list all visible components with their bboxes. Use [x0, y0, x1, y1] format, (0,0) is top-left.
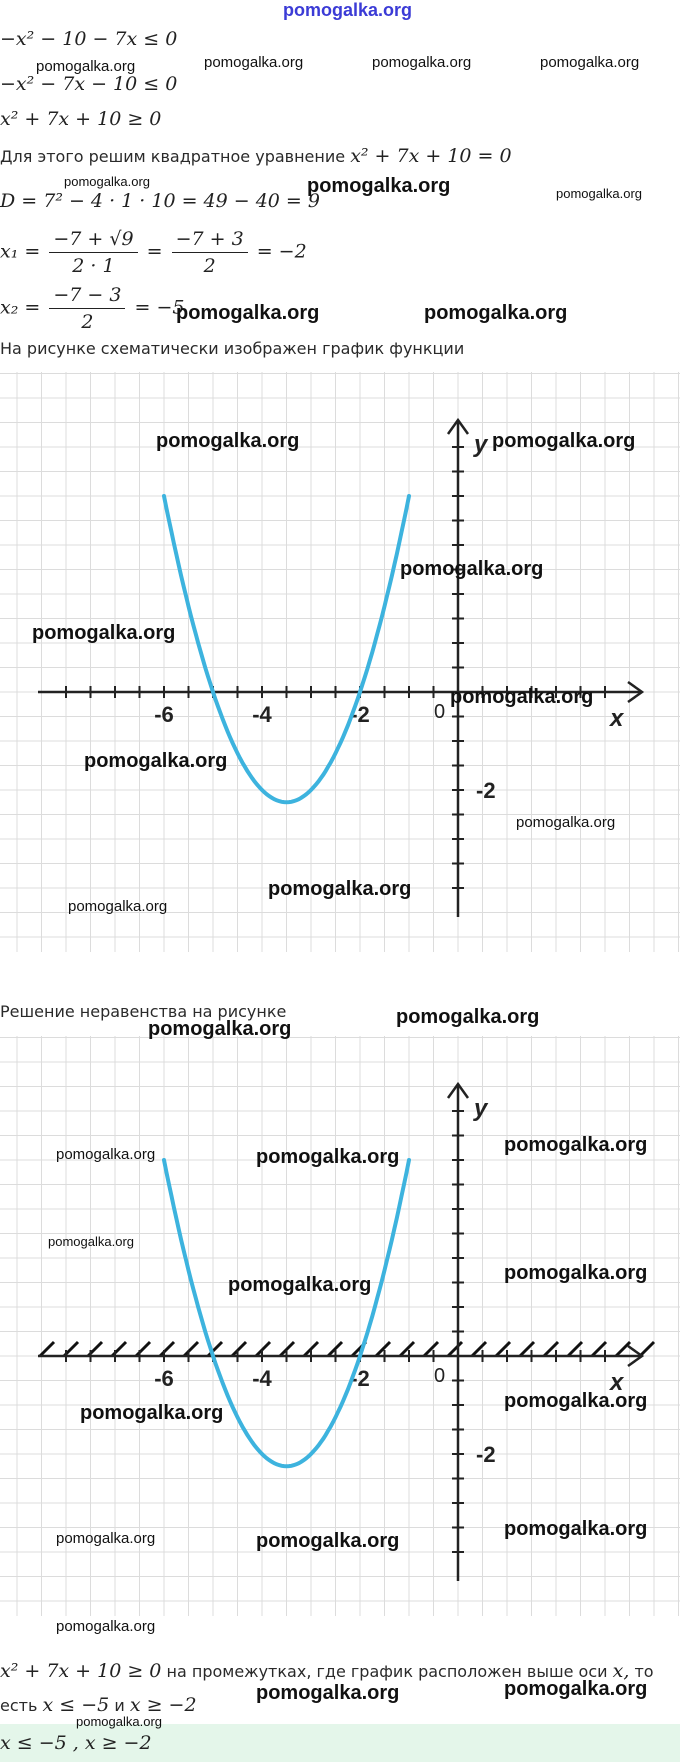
- graph-caption: На рисунке схематически изображен график функции: [0, 339, 465, 358]
- hatch-mark: [400, 1342, 414, 1356]
- watermark: pomogalka.org: [504, 1390, 648, 1412]
- watermark: pomogalka.org: [64, 174, 150, 189]
- watermark: pomogalka.org: [372, 54, 472, 71]
- hatch-mark: [592, 1342, 606, 1356]
- watermark: pomogalka.org: [256, 1682, 400, 1704]
- x1-fraction-2: [172, 228, 248, 277]
- watermark: pomogalka.org: [56, 1146, 156, 1163]
- x1-label: x₁ =: [0, 240, 41, 263]
- conclusion-range-1: x ≤ −5: [42, 1694, 110, 1716]
- x2-result: = −5: [134, 296, 185, 319]
- y-axis-label: y: [474, 1095, 488, 1122]
- watermark: pomogalka.org: [148, 1018, 292, 1040]
- inequality-line-3: x² + 7x + 10 ≥ 0: [0, 108, 162, 130]
- watermark: pomogalka.org: [32, 622, 176, 644]
- conclusion-est: есть: [0, 1696, 38, 1715]
- watermark: pomogalka.org: [228, 1274, 372, 1296]
- hatch-mark: [160, 1342, 174, 1356]
- conclusion-range-2: x ≥ −2: [129, 1694, 197, 1716]
- x1-denominator-1: 2 · 1: [72, 255, 115, 277]
- watermark: pomogalka.org: [48, 1234, 134, 1249]
- conclusion-text: на промежутках, где график расположен выше оси: [166, 1662, 608, 1681]
- watermark: pomogalka.org: [36, 58, 136, 75]
- watermark: pomogalka.org: [56, 1530, 156, 1547]
- hatch-mark: [136, 1342, 150, 1356]
- x-tick-label: -2: [350, 1366, 370, 1391]
- x-tick-label: -2: [350, 702, 370, 727]
- x1-numerator-2: −7 + 3: [172, 228, 248, 253]
- watermark: pomogalka.org: [504, 1134, 648, 1156]
- hatch-mark: [616, 1342, 630, 1356]
- x1-numerator-1: −7 + √9: [49, 228, 137, 253]
- x-tick-label: -4: [252, 1366, 272, 1391]
- x1-fraction-1: [49, 228, 137, 277]
- conclusion-inequality: x² + 7x + 10 ≥ 0: [0, 1660, 162, 1682]
- solution-caption: Решение неравенства на рисунке: [0, 1002, 287, 1021]
- watermark: pomogalka.org: [84, 750, 228, 772]
- discriminant-line: D = 7² − 4 · 1 · 10 = 49 − 40 = 9: [0, 190, 320, 212]
- hatch-mark: [40, 1342, 54, 1356]
- hatch-region: [40, 1342, 654, 1356]
- answer-text: x ≤ −5 , x ≥ −2: [0, 1732, 152, 1754]
- hatch-mark: [184, 1342, 198, 1356]
- watermark: pomogalka.org: [424, 302, 568, 324]
- x2-denominator: 2: [81, 311, 94, 333]
- inequality-line-2: −x² − 7x − 10 ≤ 0: [0, 73, 178, 95]
- answer-box: [0, 1724, 680, 1762]
- hatch-mark: [640, 1342, 654, 1356]
- watermark: pomogalka.org: [268, 878, 412, 900]
- origin-label: 0: [434, 701, 446, 723]
- x2-numerator: −7 − 3: [49, 284, 125, 309]
- hatch-mark: [424, 1342, 438, 1356]
- x1-denominator-2: 2: [203, 255, 216, 277]
- intro-equation: x² + 7x + 10 = 0: [350, 145, 512, 167]
- watermark: pomogalka.org: [204, 54, 304, 71]
- watermark: pomogalka.org: [516, 814, 616, 831]
- y-tick-label: -2: [476, 778, 496, 803]
- x1-result: = −2: [256, 240, 307, 263]
- watermark: pomogalka.org: [307, 175, 451, 197]
- hatch-mark: [472, 1342, 486, 1356]
- y-tick-label: -2: [476, 1442, 496, 1467]
- x-tick-label: -6: [154, 702, 174, 727]
- hatch-mark: [376, 1342, 390, 1356]
- conclusion-line-2: [0, 1694, 197, 1716]
- watermark: pomogalka.org: [76, 1714, 162, 1729]
- conclusion-and: и: [114, 1696, 125, 1715]
- watermark: pomogalka.org: [80, 1402, 224, 1424]
- hatch-mark: [448, 1342, 462, 1356]
- watermark: pomogalka.org: [492, 430, 636, 452]
- x2-fraction: [49, 284, 125, 333]
- root-x1-line: [0, 228, 307, 277]
- watermark: pomogalka.org: [176, 302, 320, 324]
- grid: [0, 372, 680, 952]
- x-axis-label: x: [610, 1369, 624, 1396]
- watermark: pomogalka.org: [68, 898, 168, 915]
- conclusion-to: то: [634, 1662, 654, 1681]
- x2-label: x₂ =: [0, 296, 41, 319]
- inequality-line-1: −x² − 10 − 7x ≤ 0: [0, 28, 178, 50]
- watermark: pomogalka.org: [450, 686, 594, 708]
- conclusion-axis: x,: [612, 1660, 630, 1682]
- x-tick-label: -4: [252, 702, 272, 727]
- watermark: pomogalka.org: [256, 1530, 400, 1552]
- root-x2-line: [0, 284, 184, 333]
- origin-label: 0: [434, 1365, 446, 1387]
- watermark: pomogalka.org: [396, 1006, 540, 1028]
- y-axis-label: y: [474, 431, 488, 458]
- parabola-graph: [0, 372, 680, 952]
- watermark: pomogalka.org: [56, 1618, 156, 1635]
- watermark: pomogalka.org: [400, 558, 544, 580]
- watermark: pomogalka.org: [156, 430, 300, 452]
- watermark: pomogalka.org: [504, 1518, 648, 1540]
- x1-equals: =: [146, 240, 163, 263]
- x-tick-label: -6: [154, 1366, 174, 1391]
- intro-line: [0, 145, 512, 167]
- watermark: pomogalka.org: [256, 1146, 400, 1168]
- intro-text: Для этого решим квадратное уравнение: [0, 147, 346, 166]
- watermark: pomogalka.org: [504, 1678, 648, 1700]
- site-header-link[interactable]: pomogalka.org: [283, 0, 413, 20]
- watermark: pomogalka.org: [556, 186, 642, 201]
- hatch-mark: [232, 1342, 246, 1356]
- watermark: pomogalka.org: [504, 1262, 648, 1284]
- x-axis-label: x: [610, 705, 624, 732]
- watermark: pomogalka.org: [540, 54, 640, 71]
